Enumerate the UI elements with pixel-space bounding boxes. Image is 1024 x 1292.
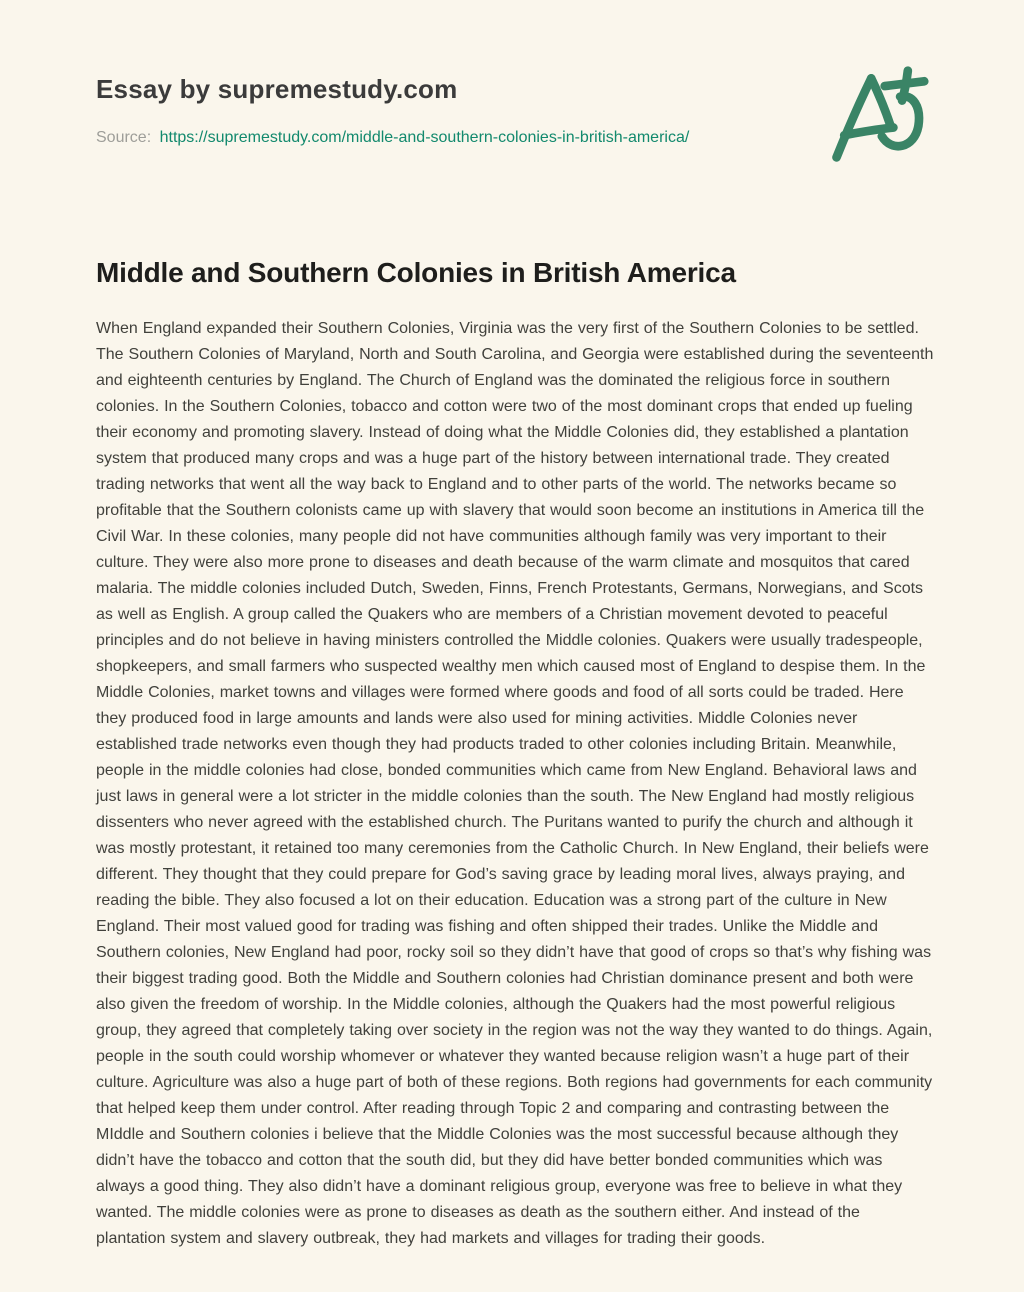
site-header-title: Essay by supremestudy.com <box>96 74 458 104</box>
brand-logo <box>824 62 930 168</box>
a-plus-logo-icon <box>824 62 930 168</box>
essay-body-paragraph: When England expanded their Southern Colonies, Virginia was the very first of the Southern Colonies to be settled. The Southern Colonies of Maryland, North and South Carolina, and Georgia were established during the seventeenth and eighteenth centuries by England. The Church of England was the dominated the religious force in southern colonies. In the Southern Colonies, tobacco and cotton were two of the most dominant crops that ended up fueling their economy and promoting slavery. Instead of doing what the Middle Colonies did, they established a plantation system that produced many crops and was a huge part of the history between international trade. They created trading networks that went all the way back to England and to other parts of the world. The networks became so profitable that the Southern colonists came up with slavery that would soon become an institutions in America till the Civil War. In these colonies, many people did not have communities although family was very important to their culture. They were also more prone to diseases and death because of the warm climate and mosquitos that cared malaria. The middle colonies included Dutch, Sweden, Finns, French Protestants, Germans, Norwegians, and Scots as well as English. A group called the Quakers who are members of a Christian movement devoted to peaceful principles and do not believe in having ministers controlled the Middle colonies. Quakers were usually tradespeople, shopkeepers, and small farmers who suspected wealthy men which caused most of England to despise them. In the Middle Colonies, market towns and villages were formed where goods and food of all sorts could be traded. Here they produced food in large amounts and lands were also used for mining activities. Middle Colonies never established trade networks even though they had products traded to other colonies including Britain. Meanwhile, people in the middle colonies had close, bonded communities which came from New England. Behavioral laws and just laws in general were a lot stricter in the middle colonies than the south. The New England had mostly religious dissenters who never agreed with the established church. The Puritans wanted to purify the church and although it was mostly protestant, it retained too many ceremonies from the Catholic Church. In New England, their beliefs were different. They thought that they could prepare for God’s saving grace by leading moral lives, always praying, and reading the bible. They also focused a lot on their education. Education was a strong part of the culture in New England. Their most valued good for trading was fishing and often shipped their trades. Unlike the Middle and Southern colonies, New England had poor, rocky soil so they didn’t have that good of crops so that’s why fishing was their biggest trading good. Both the Middle and Southern colonies had Christian dominance present and both were also given the freedom of worship. In the Middle colonies, although the Quakers had the most powerful religious group, they agreed that completely taking over society in the region was not the way they wanted to do things. Again, people in the south could worship whomever or whatever they wanted because religion wasn’t a huge part of their culture. Agriculture was also a huge part of both of these regions. Both regions had governments for each community that helped keep them under control. After reading through Topic 2 and comparing and contrasting between the MIddle and Southern colonies i believe that the Middle Colonies was the most successful because although they didn’t have the tobacco and cotton that the south did, but they did have better bonded communities which was always a good thing. They also didn’t have a dominant religious group, everyone was free to believe in what they wanted. The middle colonies were as prone to diseases as death as the southern either. And instead of the plantation system and slavery outbreak, they had markets and villages for trading their goods. <box>96 320 934 1247</box>
source-link[interactable]: https://supremestudy.com/middle-and-southern-colonies-in-british-america/ <box>159 129 690 146</box>
essay-content <box>96 257 934 1252</box>
page-header <box>96 74 928 147</box>
source-label: Source: <box>96 129 152 146</box>
essay-title: Middle and Southern Colonies in British America <box>96 257 736 288</box>
source-line <box>96 129 928 147</box>
